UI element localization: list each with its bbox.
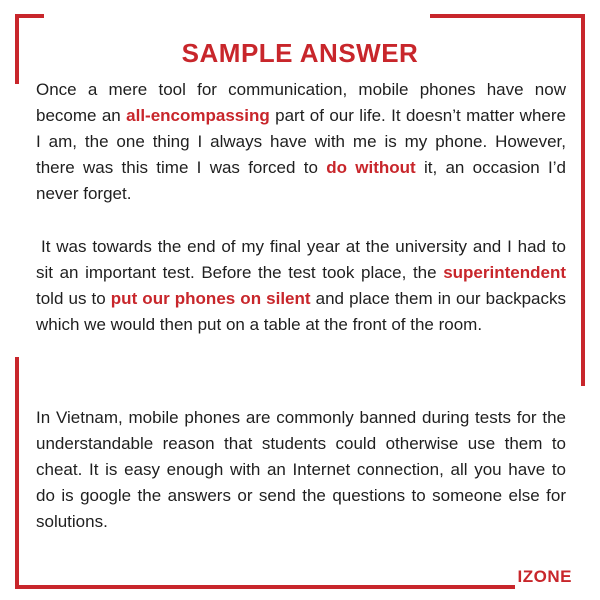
paragraph-2-text: and place them in our backpacks which we would then put on a table at the front of the room. [36, 289, 566, 334]
paragraph-1-text: Once a mere tool for communication, mobile phones have now become an [36, 80, 566, 125]
frame-top-right-horizontal [430, 14, 585, 18]
paragraph-2-text: told us to [36, 289, 111, 308]
paragraph-1 [36, 77, 566, 207]
paragraph-1-text: it, an occasion I’d never forget. [36, 158, 567, 203]
highlight-do-without: do without [326, 158, 416, 177]
paragraph-2 [36, 234, 566, 338]
page-title: SAMPLE ANSWER [181, 38, 419, 68]
frame-bottom-left-horizontal [15, 585, 515, 589]
paragraph-3 [36, 405, 566, 535]
highlight-superintendent: superintendent [443, 263, 566, 282]
highlight-all-encompassing: all-encompassing [126, 106, 270, 125]
paragraph-3-text: In Vietnam, mobile phones are commonly banned during tests for the understandable reason that students could otherwise use them to cheat. It is easy enough with an Internet connection, all you have to do is google the answers or send the questions to someone else for solutions. [36, 408, 566, 531]
highlight-put-phones-on-silent: put our phones on silent [110, 289, 311, 308]
frame-bottom-left-vertical [15, 357, 19, 589]
paragraph-1-text: part of our life. It doesn’t matter where I am, the one thing I always have with me is my phone. However, there was this time I was forced to [36, 106, 566, 177]
brand-logo-text: IZONE [517, 567, 572, 586]
frame-top-right-vertical [581, 14, 585, 386]
frame-top-left-horizontal [15, 14, 44, 18]
paragraph-2-text: It was towards the end of my final year at the university and I had to sit an important test. Before the test took place, the [36, 237, 566, 282]
